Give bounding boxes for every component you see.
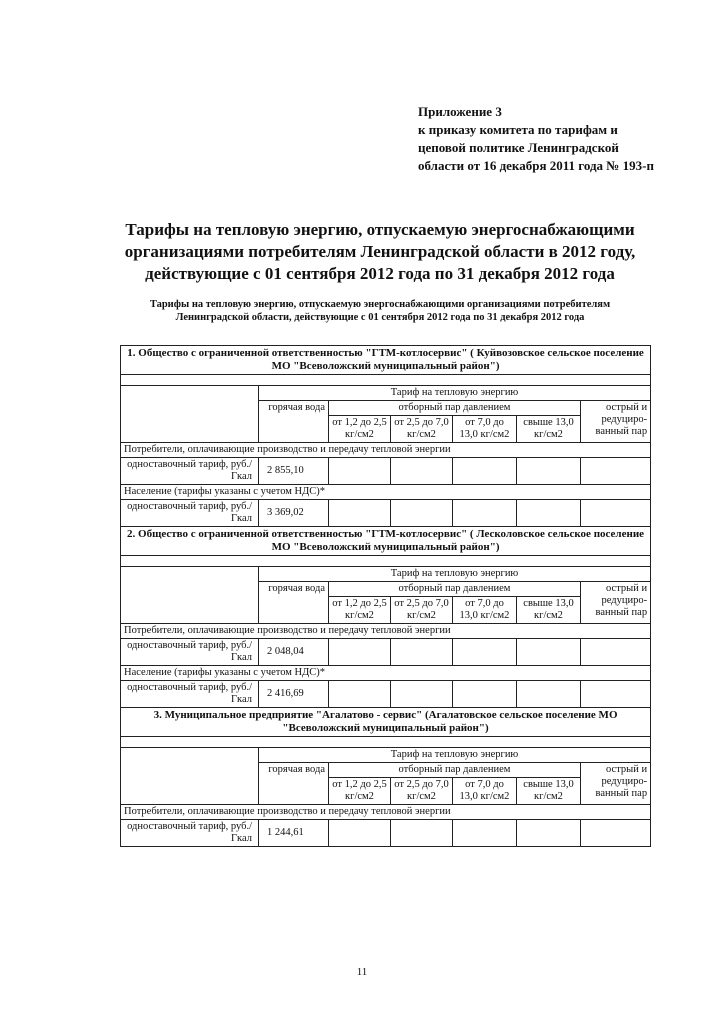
pressure-header: от 7,0 до 13,0 кг/см2 [453, 778, 517, 805]
pressure-header: свыше 13,0 кг/см2 [517, 416, 581, 443]
document-title [110, 219, 650, 285]
group-label-row [121, 485, 651, 500]
hot-water-header: горячая вода [259, 763, 329, 805]
steam-header: отборный пар давлением [329, 582, 581, 597]
hot-water-value: 3 369,02 [259, 500, 329, 527]
group-label-row [121, 443, 651, 458]
rate-label: одноставочный тариф, руб./Гкал [121, 458, 259, 485]
org-name: 1. Общество с ограниченной ответственностью "ГТМ-котлосервис" ( Куйвозовское сельское поселение МО "Всеволожский муниципальный район") [121, 346, 651, 375]
hot-water-value: 2 855,10 [259, 458, 329, 485]
hot-water-value: 1 244,61 [259, 820, 329, 847]
table-row [121, 458, 651, 485]
table-caption: Тарифы на тепловую энергию, отпускаемую энергоснабжающими организациями потребителям Ленинградской области, действующие с 01 сентября 2012 года по 31 декабря 2012 года [149, 299, 611, 323]
title-line: Тарифы на тепловую энергию, отпускаемую энергоснабжающими [125, 220, 635, 239]
pressure-header: свыше 13,0 кг/см2 [517, 597, 581, 624]
header-empty-cell [121, 748, 259, 805]
pressure-header: от 2,5 до 7,0 кг/см2 [391, 778, 453, 805]
header-empty-cell [121, 386, 259, 443]
org-title-row [121, 346, 651, 375]
table-row [121, 500, 651, 527]
hot-water-value: 2 416,69 [259, 681, 329, 708]
sharp-steam-header: острый и редуциро-ванный пар [581, 763, 651, 805]
table-row [121, 681, 651, 708]
group-label-row [121, 666, 651, 681]
appendix-line: области от 16 декабря 2011 года № 193-п [418, 158, 654, 173]
org-title-row [121, 527, 651, 556]
group-label-row [121, 624, 651, 639]
consumers-label: Потребители, оплачивающие производство и передачу тепловой энергии [121, 805, 651, 820]
consumers-label: Потребители, оплачивающие производство и передачу тепловой энергии [121, 624, 651, 639]
pressure-header: от 1,2 до 2,5 кг/см2 [329, 778, 391, 805]
tariff-table [120, 345, 651, 847]
pressure-header: от 1,2 до 2,5 кг/см2 [329, 416, 391, 443]
hot-water-header: горячая вода [259, 582, 329, 624]
org-name: 3. Муниципальное предприятие "Агалатово - сервис" (Агалатовское сельское поселение МО "Всеволожский муниципальный район") [121, 708, 651, 737]
steam-header: отборный пар давлением [329, 763, 581, 778]
org-name: 2. Общество с ограниченной ответственностью "ГТМ-котлосервис" ( Лесколовское сельское поселение МО "Всеволожский муниципальный район") [121, 527, 651, 556]
rate-label: одноставочный тариф, руб./Гкал [121, 681, 259, 708]
table-row [121, 639, 651, 666]
title-line: действующие с 01 сентября 2012 года по 31 декабря 2012 года [145, 264, 615, 283]
appendix-line: цеповой политике Ленинградской [418, 140, 619, 155]
population-label: Население (тарифы указаны с учетом НДС)* [121, 485, 651, 500]
rate-label: одноставочный тариф, руб./Гкал [121, 639, 259, 666]
pressure-header: от 2,5 до 7,0 кг/см2 [391, 416, 453, 443]
blank-row [121, 375, 651, 386]
sharp-steam-header: острый и редуциро-ванный пар [581, 582, 651, 624]
steam-header: отборный пар давлением [329, 401, 581, 416]
org-title-row [121, 708, 651, 737]
sharp-steam-header: острый и редуциро-ванный пар [581, 401, 651, 443]
header-row [121, 386, 651, 401]
rate-label: одноставочный тариф, руб./Гкал [121, 820, 259, 847]
blank-row [121, 737, 651, 748]
hot-water-value: 2 048,04 [259, 639, 329, 666]
header-row [121, 748, 651, 763]
population-label: Население (тарифы указаны с учетом НДС)* [121, 666, 651, 681]
blank-row [121, 556, 651, 567]
pressure-header: от 7,0 до 13,0 кг/см2 [453, 416, 517, 443]
tariff-header: Тариф на тепловую энергию [259, 567, 651, 582]
pressure-header: от 1,2 до 2,5 кг/см2 [329, 597, 391, 624]
rate-label: одноставочный тариф, руб./Гкал [121, 500, 259, 527]
table-row [121, 820, 651, 847]
group-label-row [121, 805, 651, 820]
consumers-label: Потребители, оплачивающие производство и передачу тепловой энергии [121, 443, 651, 458]
pressure-header: от 2,5 до 7,0 кг/см2 [391, 597, 453, 624]
header-row [121, 567, 651, 582]
appendix-line: к приказу комитета по тарифам и [418, 122, 618, 137]
pressure-header: свыше 13,0 кг/см2 [517, 778, 581, 805]
title-line: организациями потребителям Ленинградской области в 2012 году, [124, 242, 636, 261]
page-number: 11 [356, 966, 368, 978]
tariff-header: Тариф на тепловую энергию [259, 748, 651, 763]
pressure-header: от 7,0 до 13,0 кг/см2 [453, 597, 517, 624]
tariff-header: Тариф на тепловую энергию [259, 386, 651, 401]
hot-water-header: горячая вода [259, 401, 329, 443]
header-empty-cell [121, 567, 259, 624]
appendix-line: Приложение 3 [418, 104, 502, 119]
appendix-block [418, 103, 654, 175]
